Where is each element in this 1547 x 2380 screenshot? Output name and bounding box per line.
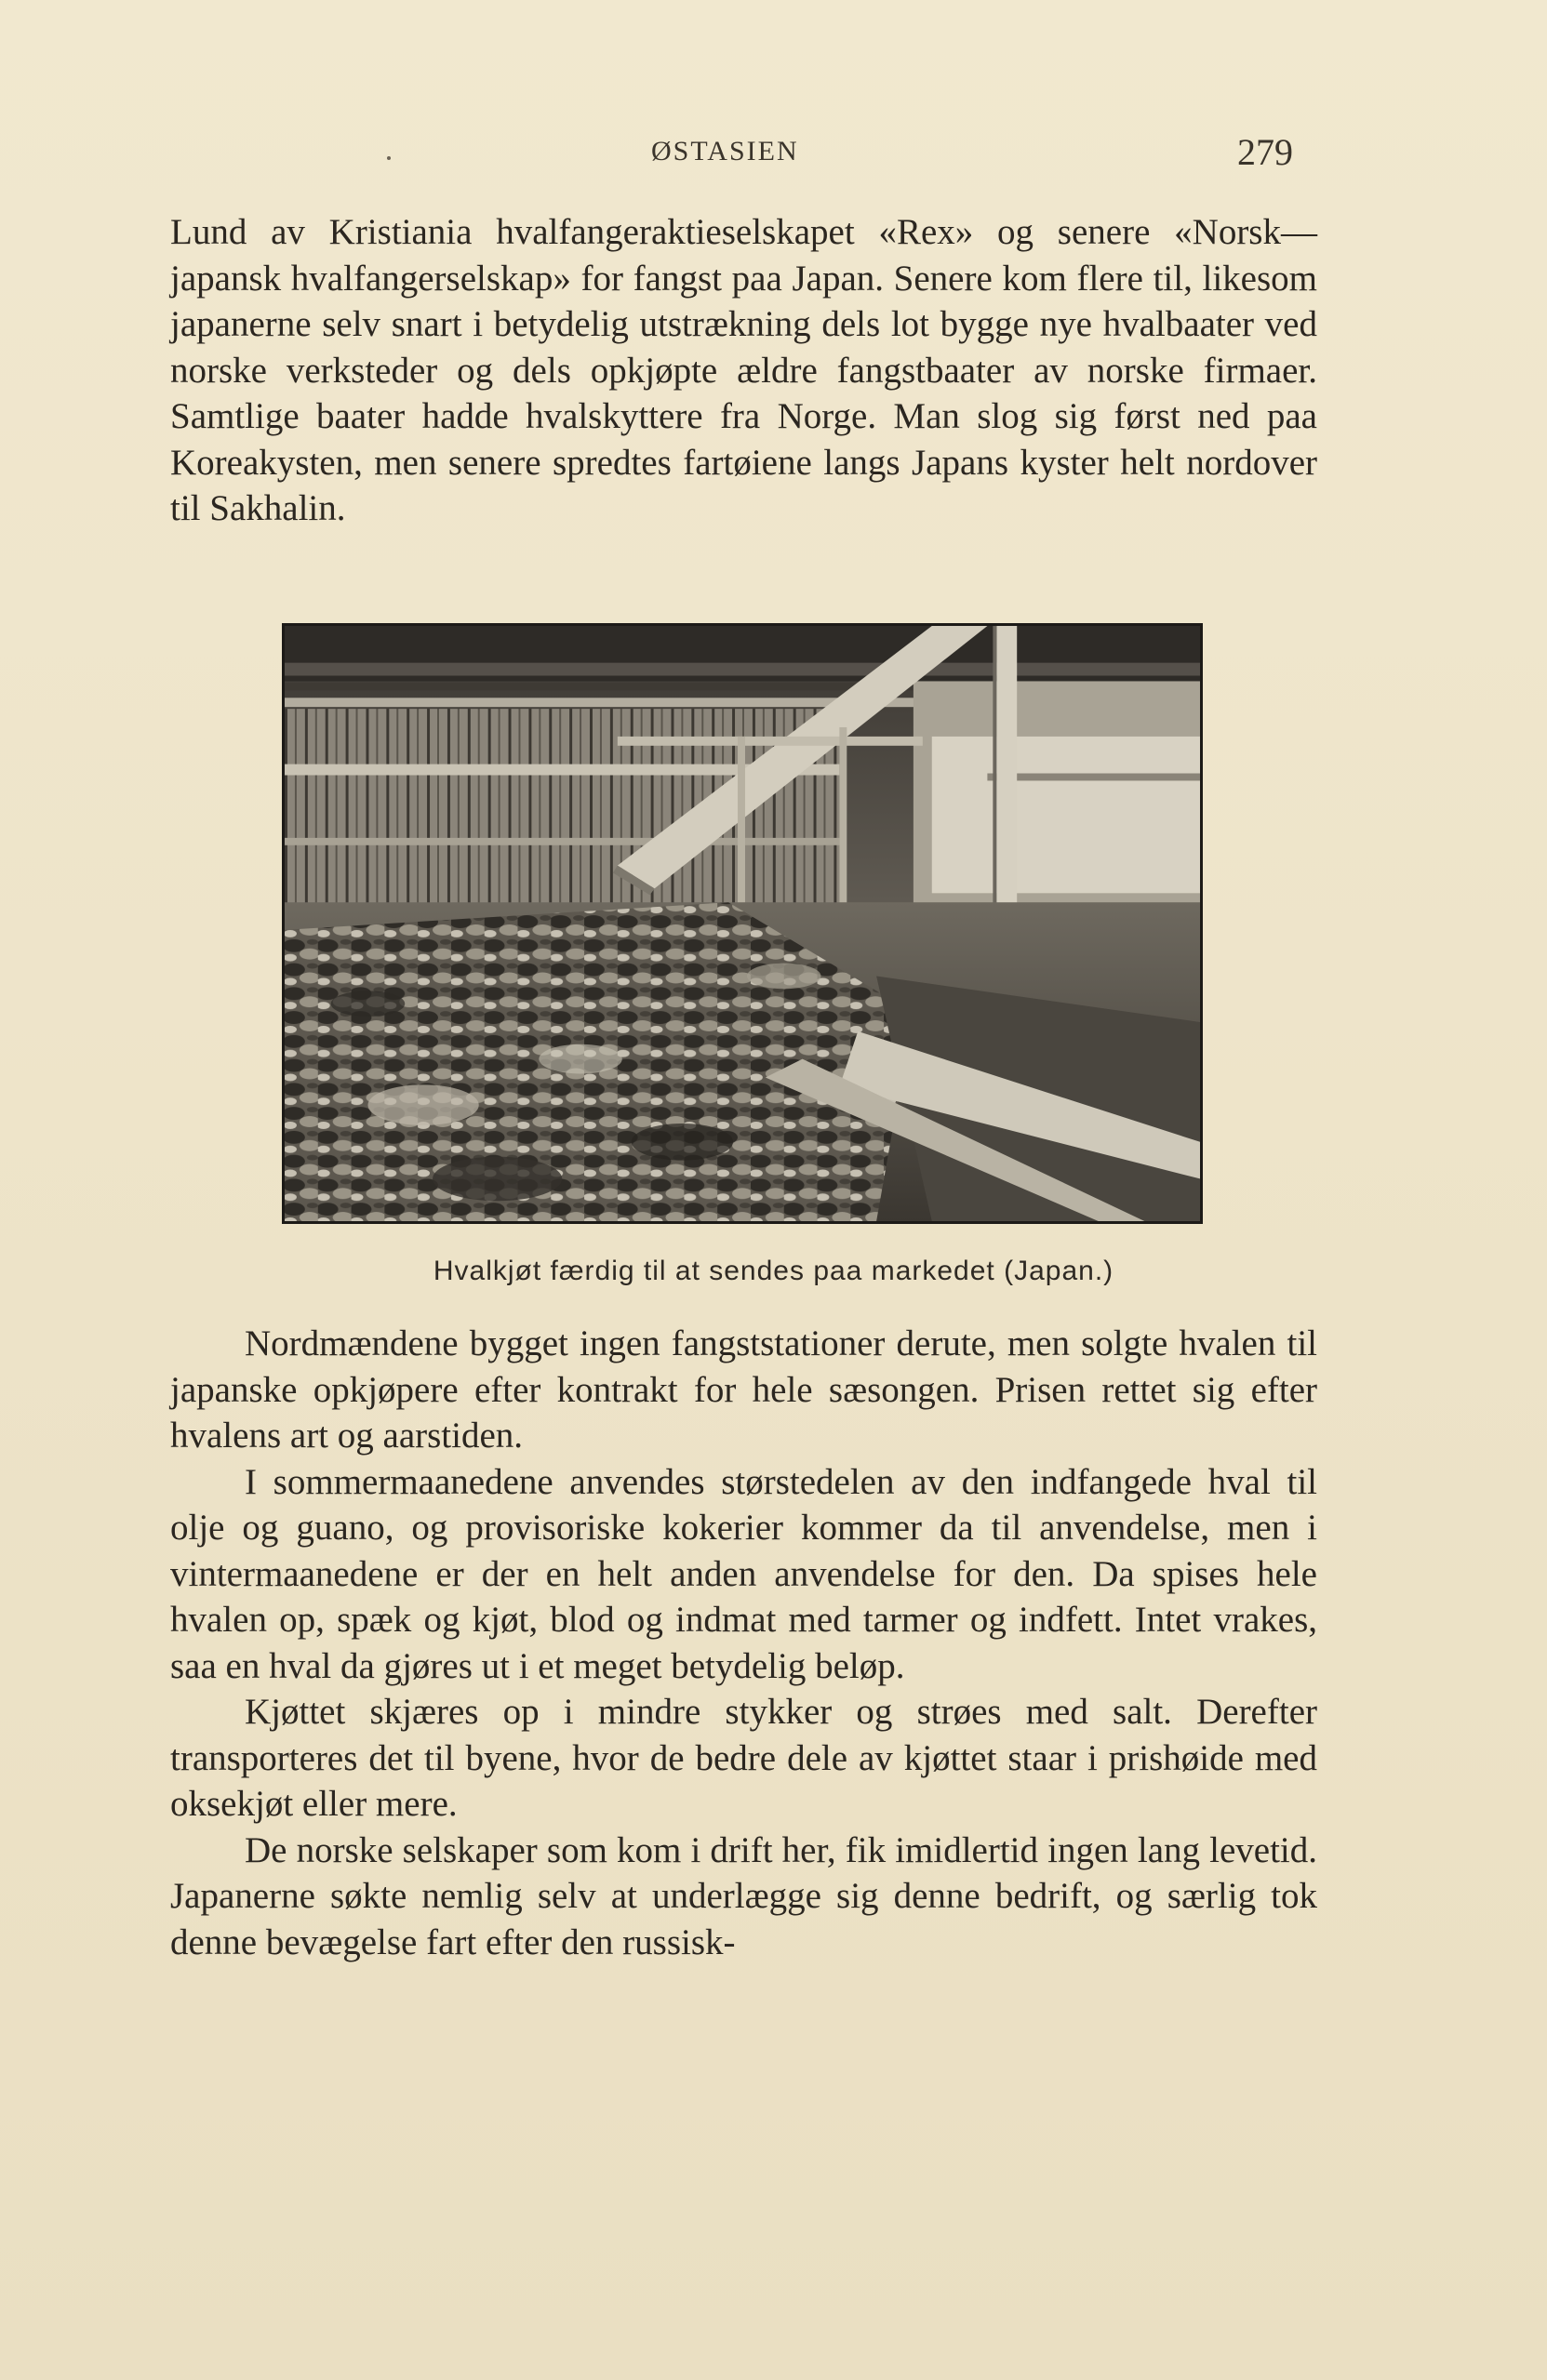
paragraph: De norske selskaper som kom i drift her, fik imidlertid ingen lang levetid. Japanerne søkte nemlig selv at underlægge sig denne bedrift, og særlig tok denne bevægelse fart efter den russisk-: [170, 1829, 1317, 1962]
paragraph: Kjøttet skjæres op i mindre stykker og strøes med salt. Derefter transporteres det til byene, hvor de bedre dele av kjøttet staar i prishøide med oksekjøt eller mere.: [170, 1692, 1317, 1824]
body-text-top: [170, 209, 1317, 532]
paragraph: I sommermaanedene anvendes størstedelen av den indfangede hval til olje og guano, og provisoriske kokerier kommer da til anvendelse, men i vintermaanedene er der en helt anden anvendelse for den. Da spises hele hvalen op, spæk og kjøt, blod og indmat med tarmer og indfett. Intet vrakes, saa en hval da gjøres ut i et meget betydelig beløp.: [170, 1461, 1317, 1686]
paragraph: Lund av Kristiania hvalfangeraktieselskapet «Rex» og senere «Norsk—japansk hvalfangerselskap» for fangst paa Japan. Senere kom flere til, likesom japanerne selv snart i betydelig utstrækning dels lot bygge nye hvalbaater ved norske verksteder og dels opkjøpte ældre fangstbaater av norske firmaer. Samtlige baater hadde hvalskyttere fra Norge. Man slog sig først ned paa Koreakysten, men senere spredtes fartøiene langs Japans kyster helt nordover til Sakhalin.: [170, 212, 1317, 528]
paragraph: Nordmændene bygget ingen fangststationer derute, men solgte hvalen til japanske opkjøpere efter kontrakt for hele sæsongen. Prisen rettet sig efter hvalens art og aarstiden.: [170, 1323, 1317, 1456]
running-head: [0, 130, 1547, 175]
running-title: ØSTASIEN: [651, 136, 799, 166]
photo-whale-meat: [282, 623, 1203, 1224]
figure-caption: Hvalkjøt færdig til at sendes paa markedet (Japan.): [433, 1256, 1114, 1286]
page-number: 279: [1237, 131, 1293, 173]
body-text-bottom: [170, 1321, 1317, 1965]
photo-illustration: [285, 626, 1200, 1221]
